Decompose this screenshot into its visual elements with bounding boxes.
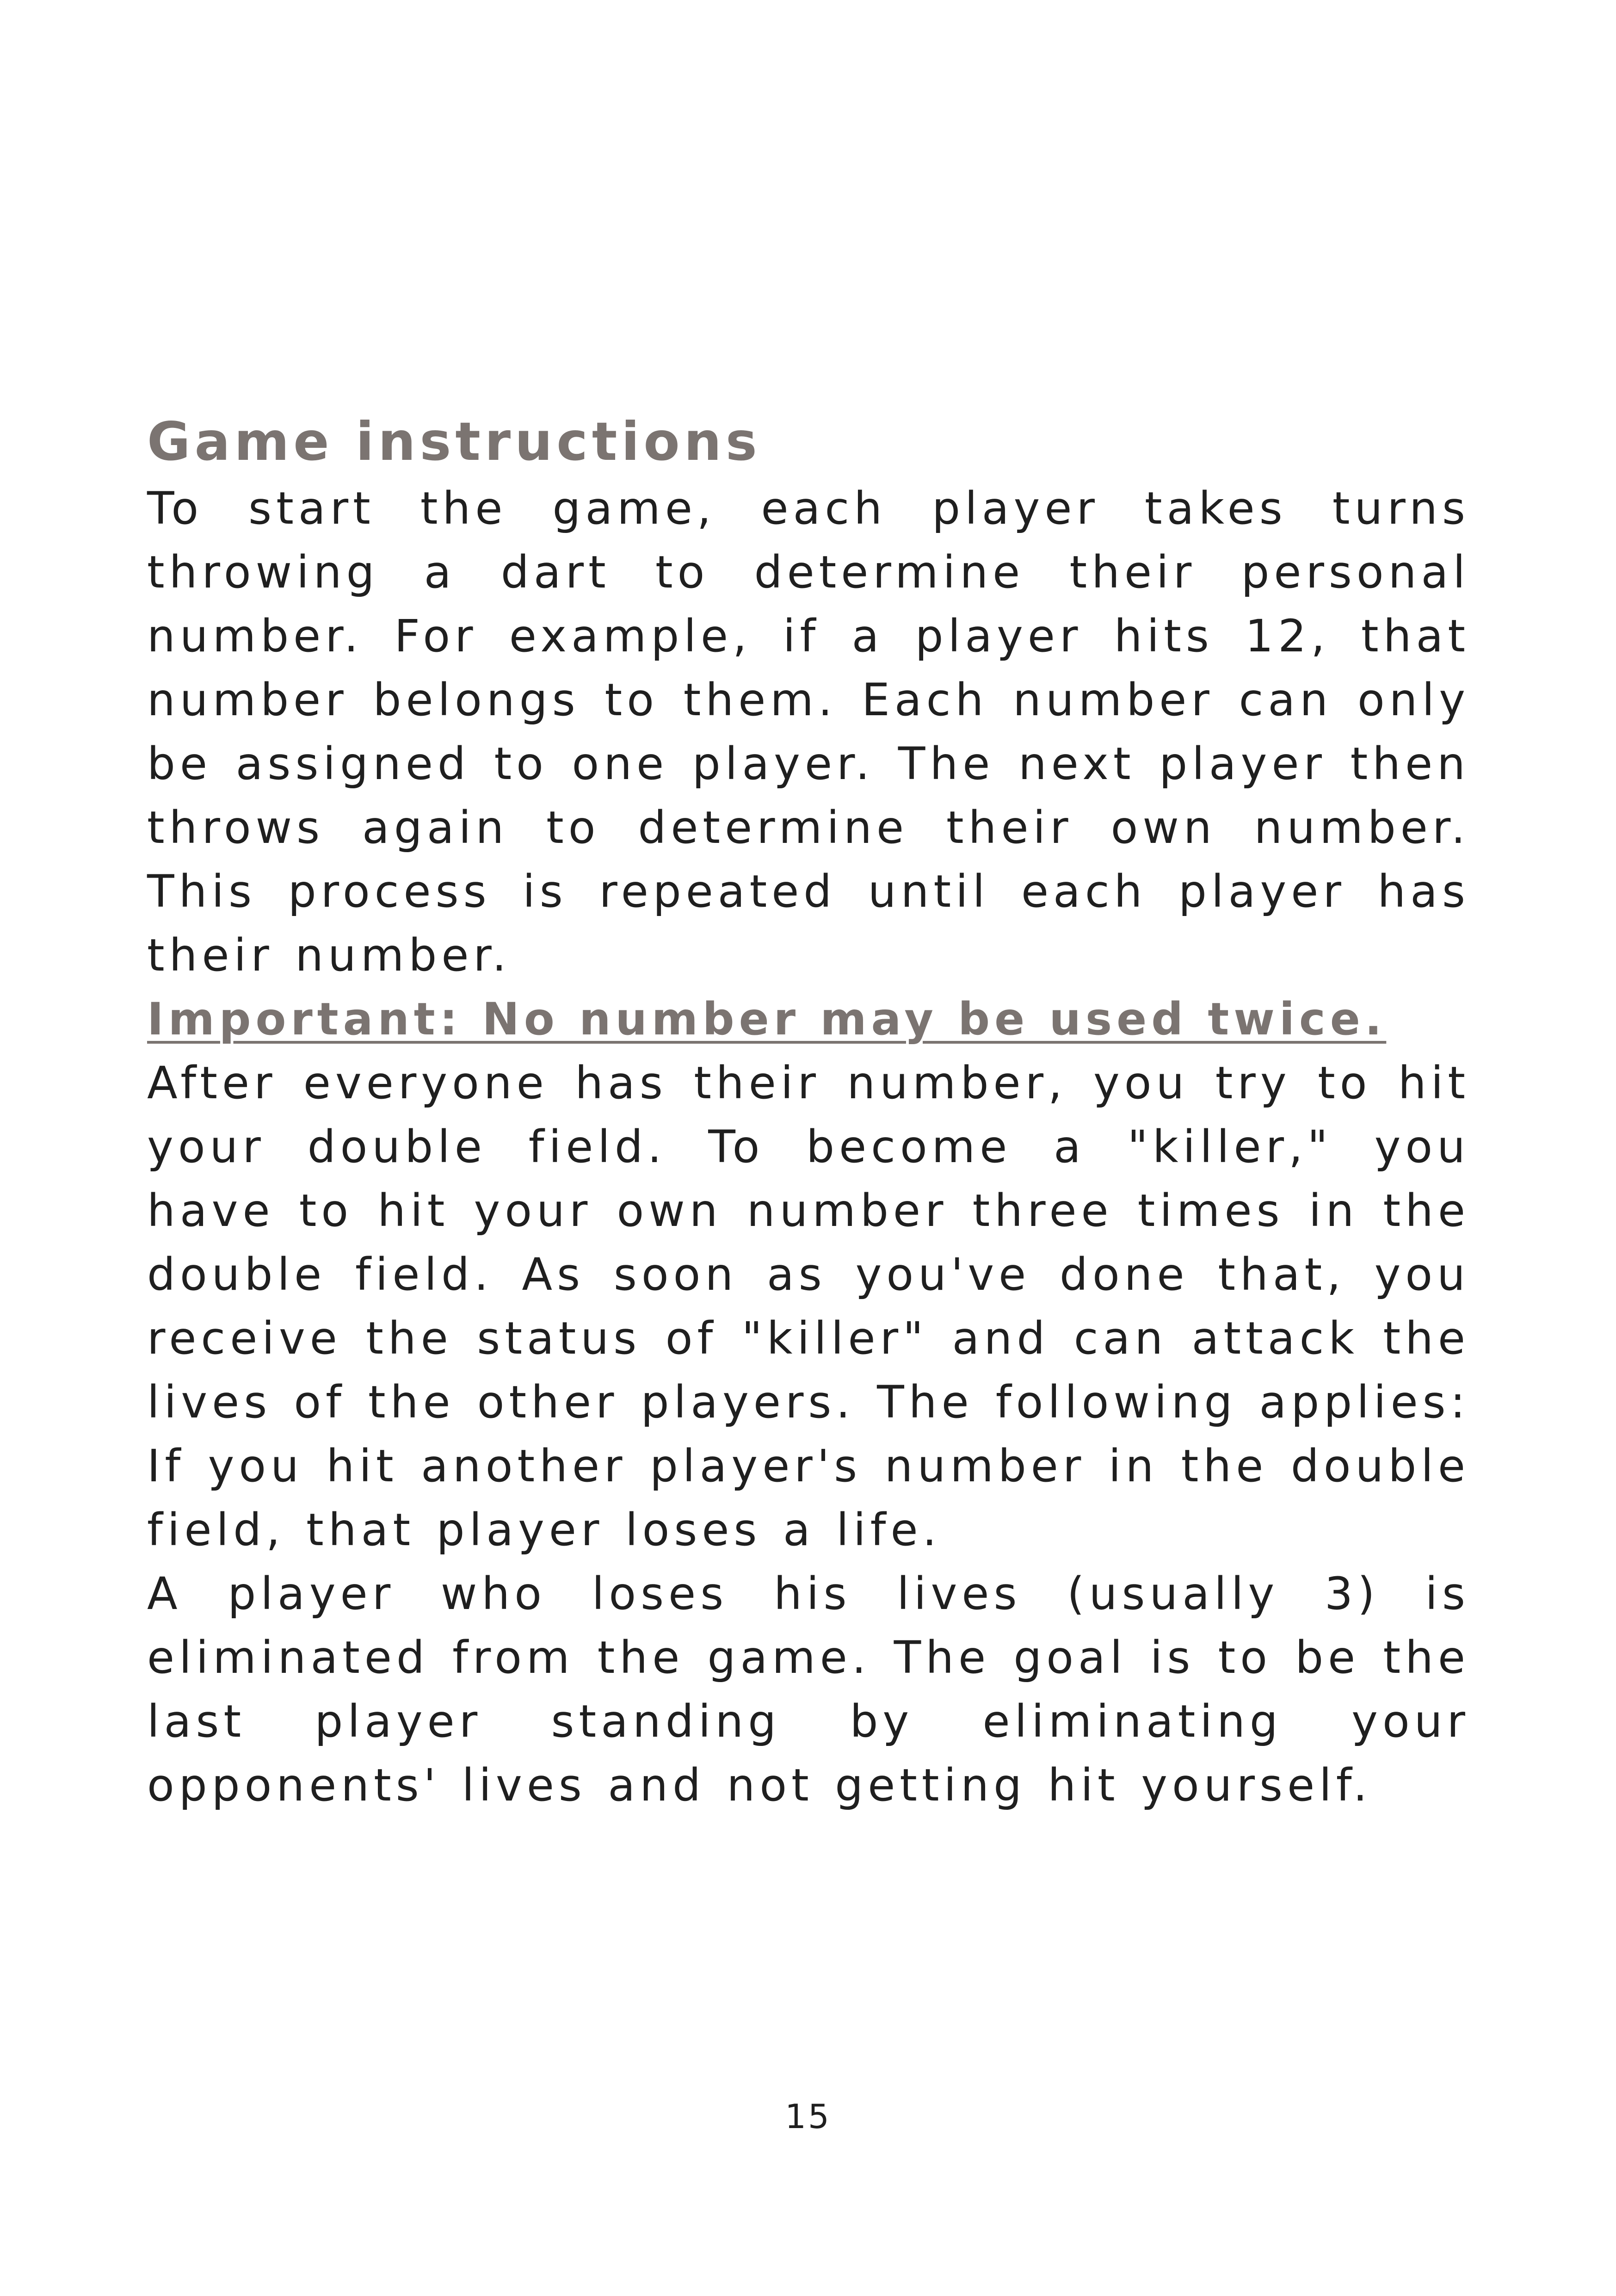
page-content (147, 407, 1470, 1817)
paragraph-intro: To start the game, each player takes turns throwing a dart to determine their personal number. For example, if a player hits 12, that number belongs to them. Each number can only be assigned to one player. The next player then throws again to determine their own number. This process is repeated until each player has their number. (147, 483, 1470, 981)
paragraph-killer: After everyone has their number, you try to hit your double field. To become a "killer," you have to hit your own number three times in the double field. As soon as you've done that, you receive the status of "killer" and can attack the lives of the other players. The following applies: If you hit another player's number in the double field, that player loses a life. (147, 1057, 1470, 1556)
paragraph-goal: A player who loses his lives (usually 3) is eliminated from the game. The goal is to be the last player standing by eliminating your opponents' lives and not getting hit yourself. (147, 1568, 1470, 1811)
page-number: 15 (785, 2097, 831, 2136)
important-note: Important: No number may be used twice. (147, 993, 1387, 1045)
section-heading: Game instructions (147, 411, 761, 472)
